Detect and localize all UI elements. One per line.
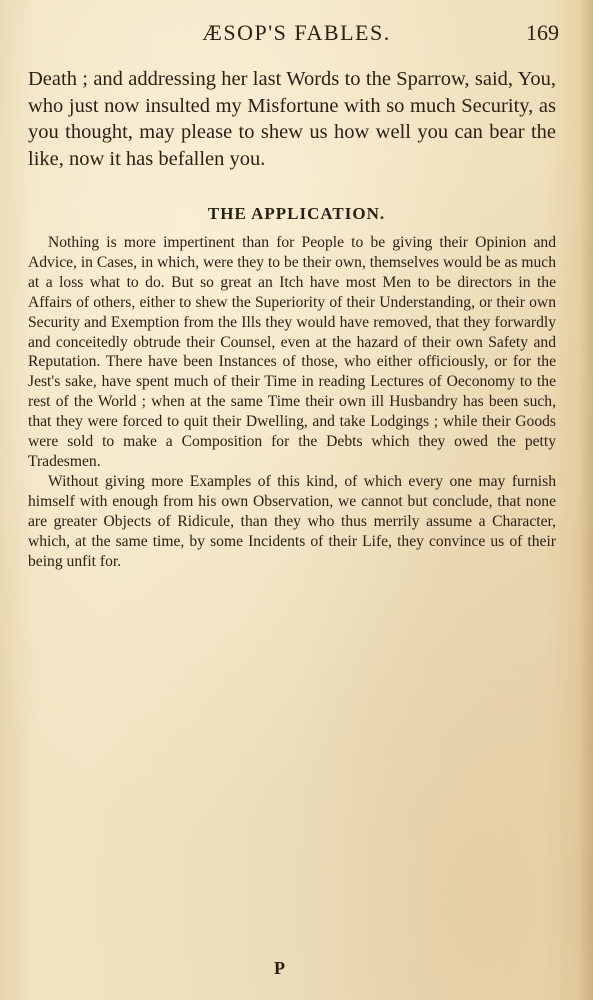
page-number: 169: [526, 20, 559, 45]
page-edge-shadow: [579, 0, 593, 1000]
application-title: THE APPLICATION.: [207, 204, 386, 223]
fable-ending-paragraph: Death ; and addressing her last Words to the Sparrow, said, You, who just now insulted my Misfortune with so much Security, as you thought, may please to shew us how well you can bear the like, now it has befallen you.: [28, 68, 556, 170]
running-head: ÆSOP'S FABLES.: [202, 20, 391, 45]
page-header: [28, 16, 565, 50]
application-paragraph-1: Nothing is more impertinent than for People to be giving their Opinion and Advice, in Cases, in which, were they to be their own, themselves would be as much at a loss what to do. But so great an Itch have most Men to be directors in the Affairs of others, either to shew the Superiority of their Understanding, or their own Security and Exemption from the Ills they would have removed, that they forwardly and conceitedly obtrude their Counsel, even at the hazard of their own Safety and Reputation. There have been Instances of those, who either officiously, or for the Jest's sake, have spent much of their Time in reading Lectures of Oeconomy to the rest of the World ; when at the same Time their own ill Husbandry has been such, that they were forced to quit their Dwelling, and take Lodgings ; while their Goods were sold to make a Composition for the Debts which they owed the petty Tradesmen.: [28, 234, 556, 470]
application-paragraph-2: Without giving more Examples of this kind, of which every one may furnish himself with enough from his own Observation, we cannot but conclude, that none are greater Objects of Ridicule, than they who thus merrily assume a Character, which, at the same time, by some Incidents of their Life, they convince us of their being unfit for.: [28, 472, 556, 570]
signature-mark: P: [274, 958, 285, 978]
application-body: [28, 233, 556, 571]
